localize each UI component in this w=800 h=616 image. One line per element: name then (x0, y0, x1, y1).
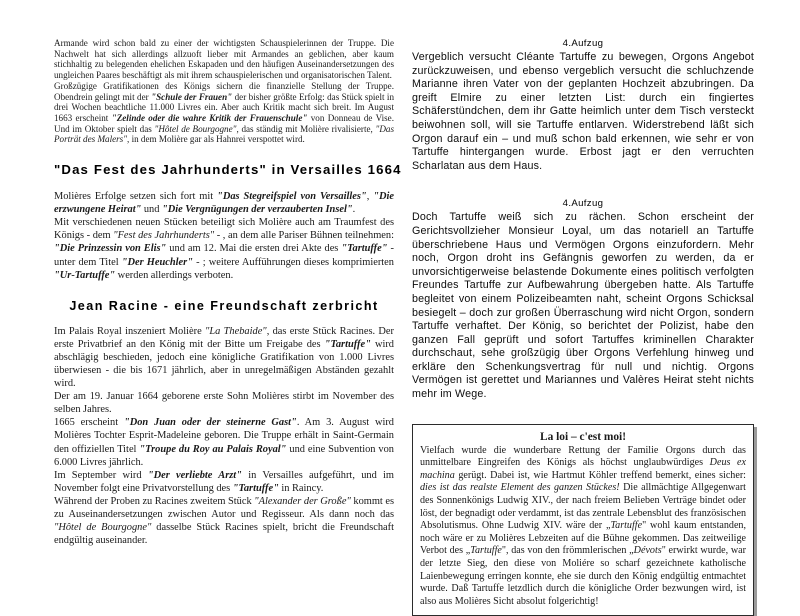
section-heading-jean-racine: Jean Racine - eine Freundschaft zerbricht (69, 298, 379, 313)
emphasised-text: "Der verliebte Arzt" (147, 469, 242, 481)
emphasised-text: "Ur-Tartuffe" (54, 269, 116, 281)
column-spacer (412, 173, 754, 198)
act-text-second: Doch Tartuffe weiß sich zu rächen. Schon erscheint der Gerichtsvollzieher Monsieur Loyal, um das notariell an Tartuffe überschriebene Haus und Vermögen Orgons einzufordern. Mehr noch, Orgon droht ins Gefängnis geworfen zu werden, da er unvorsichtigerweise belastende Dokumente eines politisch verfolgten Freundes Tartuffe zur Aufbewahrung übergeben hatte. Als Tartuffe begleitet von einem Polizeibeamten naht, scheint Orgons Schicksal besiegelt – doch zur großen Überraschung wird nicht Orgon, sondern Tartuffe verhaftet. Der König, so berichtet der Polizist, habe den ganzen Fall geprüft und sofort Tartuffes kriminellen Charakter durchschaut, sehe großzügig über Orgons Verfehlung hinweg und erkläre den Schenkungsvertrag für null und nichtig. Orgons Vermögen ist gerettet und Mariannes und Valères Heirat steht nichts mehr im Wege. (412, 211, 754, 401)
emphasised-text: "Das Stegreifspiel von Versailles" (217, 191, 367, 203)
callout-box-title: La loi – c'est moi! (539, 430, 627, 443)
emphasised-text: "Der Heuchler" (121, 256, 193, 268)
emphasised-text: "Tartuffe" (341, 243, 388, 255)
paragraph-sohn: Der am 19. Januar 1664 geborene erste Sohn Molières stirbt im November des selben Jahres. (54, 391, 394, 416)
left-column (54, 38, 402, 616)
emphasised-text: "Die erzwungene Heirat" (54, 191, 394, 216)
emphasised-text: Tartuffe (610, 520, 643, 532)
callout-box-la-loi (412, 424, 754, 616)
emphasised-text: "Die Vergnügungen der verzauberten Insel" (161, 204, 353, 216)
paragraph-armande: Armande wird schon bald zu einer der wichtigsten Schauspielerinnen der Truppe. Die Nachwelt hat sich allerdings allzuoft lieber mit Armandes an geblichen, aber kaum stichhaltig zu belegenden ehelichen Eskapaden und den häufigen Auseinandersetzungen des ungleichen Paares beschäftigt als mit ihrem schauspielerischen und organisatorischen Talent. (54, 38, 394, 81)
emphasised-text: Tartuffe (470, 545, 502, 557)
two-column-layout (0, 38, 800, 616)
emphasised-text: "Das Porträt des Malers" (54, 123, 394, 145)
emphasised-text: "Zelinde oder die wahre Kritik der Frauenschule" (111, 112, 308, 123)
emphasised-text: "Hôtel de Bourgogne" (54, 522, 152, 534)
emphasised-text: "Hôtel de Bourgogne" (154, 123, 237, 134)
emphasised-text: "Schule der Frauen" (151, 91, 233, 102)
emphasised-text: dies ist das realste Element des ganzen Stückes! (420, 482, 620, 494)
paragraph-erfolge: Molières Erfolge setzen sich fort mit "Das Stegreifspiel von Versailles", "Die erzwungene Heirat" und "Die Vergnügungen der verzauberten Insel". (54, 191, 394, 216)
emphasised-text: Dévots (633, 545, 662, 557)
paragraph-alexander: Während der Proben zu Racines zweitem Stück "Alexander der Große" kommt es zu Auseinandersetzungen zwischen Autor und Regisseur. Als dann noch das "Hôtel de Bourgogne" dasselbe Stück Racines spielt, bricht die Freundschaft endgültig auseinander. (54, 495, 395, 547)
callout-box-text: Vielfach wurde die wunderbare Rettung der Familie Orgons durch das unmittelbare Eingreifen des Königs als höchst unglaubwürdiges Deus ex machina gerügt. Dabei ist, wie Hartmut Köhler treffend bemerkt, eines sicher: dies ist das realste Element des ganzen Stückes! Die allmächtige Allgegenwart des Sonnenkönigs Ludwig XIV., der nach freiem Belieben Verträge bindet oder löst, der begnadigt oder verdammt, ist das zentrale Lebensblut des französischen Absolutismus. Ohne Ludwig XIV. wäre der „Tartuffe" wohl kaum entstanden, noch wäre er zu Molières Lebzeiten auf die Bühne gekommen. Das zeitweilige Verbot des „Tartuffe", das von den frömmlerischen „Dévots" erwirkt wurde, war der letzte Sieg, den diese von Moliére so scharf gezeichnete katholische Laienbewegung erringen konnte, ehe sie durch den König endgültig entmachtet wurde. Daß Tartuffe letzdlich durch die königliche Order bezwungen wird, ist also aus Molières Sicht absolut folgerichtig! (420, 444, 747, 607)
emphasised-text: "Alexander der Große" (254, 495, 351, 507)
emphasised-text: "Fest des Jahrhunderts" (113, 230, 215, 242)
emphasised-text: "La Thebaide" (205, 325, 267, 337)
act-heading-4-aufzug-first: 4.Aufzug (562, 38, 604, 49)
paragraph-palais-royal: Im Palais Royal inszeniert Molière "La Thebaide", das erste Stück Racines. Der erste Privatbrief an den König mit der Bitte um Freigabe des "Tartuffe" wird abschlägig beschieden, jedoch eine königliche Gratifikation von 1.000 Livres überwiesen - die bis 1671 jährlich, aber in unregelmäßigen Abständen gezahlt wird. (54, 325, 395, 390)
emphasised-text: "Don Juan oder der steinerne Gast" (123, 417, 297, 429)
emphasised-text: "Troupe du Roy au Palais Royal" (139, 443, 287, 455)
emphasised-text: "Tartuffe" (324, 338, 371, 350)
paragraph-traumfest: Mit verschiedenen neuen Stücken beteiligt sich Molière auch am Traumfest des Königs - dem "Fest des Jahrhunderts" - , an dem alle Pariser Bühnen teilnehmen: "Die Prinzessin von Elis" und am 12. Mai die ersten drei Akte des "Tartuffe" - unter dem Titel "Der Heuchler" - ; weitere Aufführungen dieses komprimierten "Ur-Tartuffe" werden allerdings verboten. (54, 217, 394, 281)
emphasised-text: "Tartuffe" (232, 482, 279, 494)
act-heading-4-aufzug-second: 4.Aufzug (562, 198, 604, 210)
emphasised-text: "Die Prinzessin von Elis" (54, 243, 167, 255)
paragraph-verliebte-arzt: Im September wird "Der verliebte Arzt" in Versailles aufgeführt, und im November folgt eine Privatvorstellung des "Tartuffe" in Raincy. (54, 469, 395, 494)
act-text-first: Vergeblich versucht Cléante Tartuffe zu bewegen, Orgons Angebot zurückzuweisen, und ebenso vergeblich versucht die schluchzende Marianne ihren Vater von der geplanten Hochzeit abzubringen. Da greift Elmire zu einer letzten List: durch ein fingiertes Schäferstündchen, dem ihr Gatte heimlich unter dem Tisch versteckt beiwohnen soll, will sie Tartuffe entlarven. Widerstrebend läßt sich Orgon darauf ein – und muß schon bald erkennen, wie sehr er von Tartuffe hintergangen wurde. Erbost jagt er den verruchten Scharlatan aus dem Haus. (412, 51, 754, 172)
paragraph-don-juan: 1665 erscheint "Don Juan oder der steinerne Gast". Am 3. August wird Molières Tochter Esprit-Madeleine geboren. Die Truppe erhält in Saint-Germain den offiziellen Titel "Troupe du Roy au Palais Royal" und eine Subvention von 6.000 Livres jährlich. (54, 417, 395, 468)
emphasised-text: Deus ex machina (420, 457, 746, 481)
section-heading-fest-des-jahrhunderts: "Das Fest des Jahrhunderts" in Versailles 1664 (54, 162, 402, 178)
right-column (412, 38, 754, 616)
paragraph-gratifikationen: Großzügige Gratifikationen des Königs sichern die finanzielle Stellung der Truppe. Obendrein gelingt mit der "Schule der Frauen" der bisher größte Erfolg: das Stück spielt in drei Wochen beachtliche 11.000 Livres ein. Aber auch Kritik macht sich breit. Im August 1663 erscheint "Zelinde oder die wahre Kritik der Frauenschule" von Donneau de Vise. Und im Oktober spielt das "Hôtel de Bourgogne", das ständig mit Molière rivalisierte, "Das Porträt des Malers", in dem Molière gar als Hahnrei verspottet wird. (54, 80, 394, 145)
